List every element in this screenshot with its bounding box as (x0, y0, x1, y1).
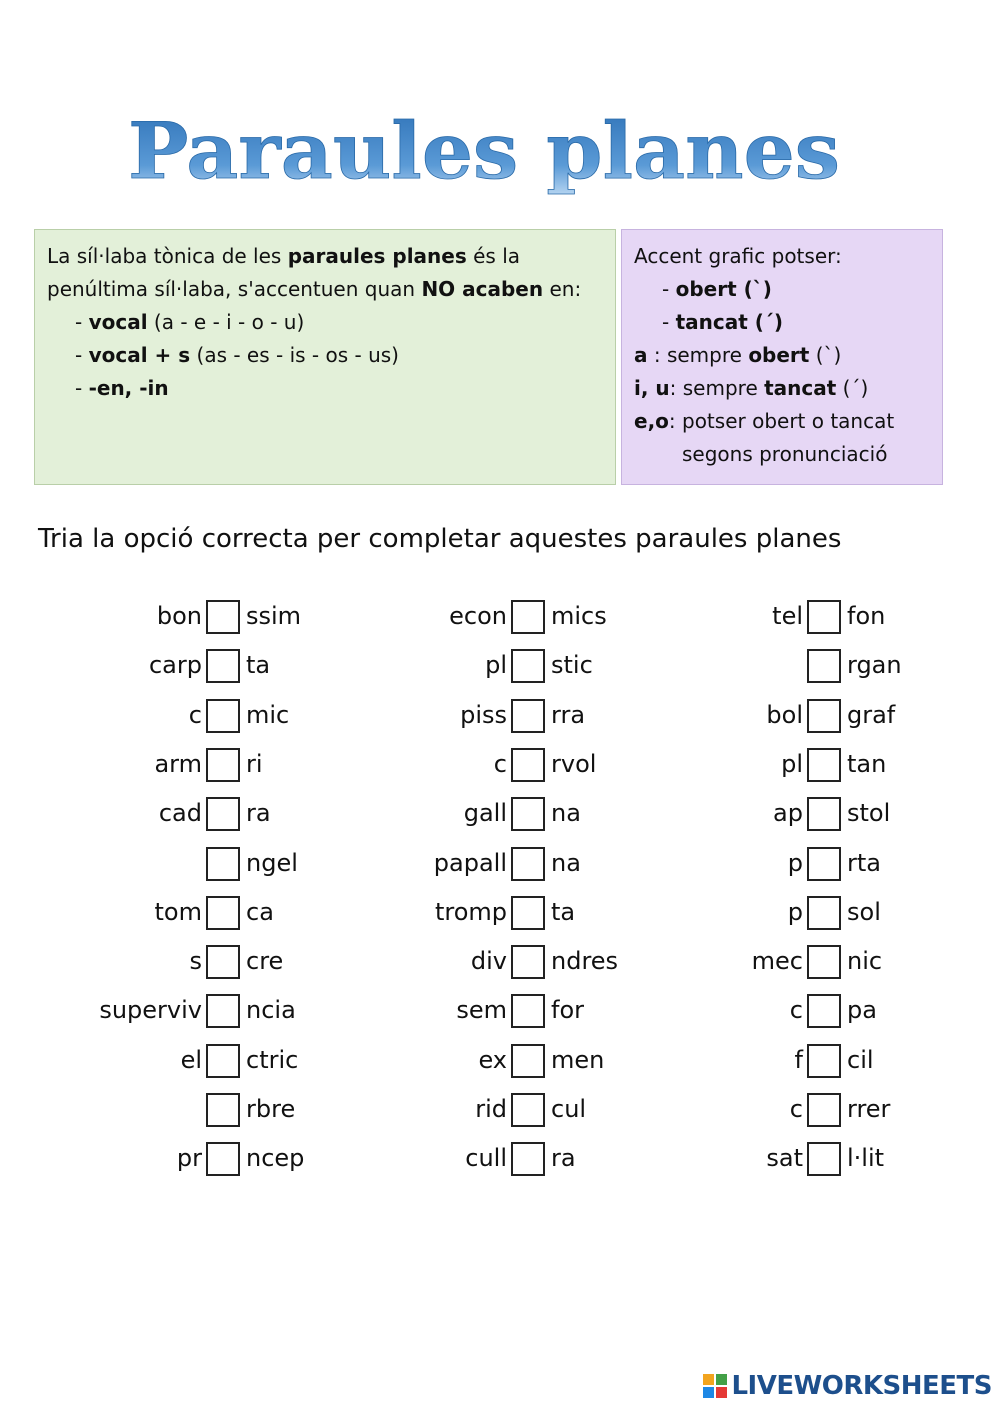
word-prefix: pl (485, 651, 507, 680)
accent-line-6: e,o: potser obert o tancat (634, 409, 895, 433)
answer-blank[interactable] (511, 945, 545, 979)
word-prefix: pl (781, 749, 803, 778)
word-suffix: ta (246, 651, 271, 680)
answer-blank[interactable] (807, 1093, 841, 1127)
answer-blank[interactable] (206, 847, 240, 881)
answer-blank[interactable] (807, 1142, 841, 1176)
word-suffix: men (551, 1045, 605, 1074)
answer-blank[interactable] (807, 600, 841, 634)
accent-line-4: a : sempre obert (`) (634, 343, 842, 367)
answer-blank[interactable] (511, 847, 545, 881)
answer-blank[interactable] (511, 994, 545, 1028)
word-prefix: c (789, 1095, 803, 1123)
word-suffix: fon (847, 602, 886, 630)
word-prefix: rid (475, 1095, 507, 1123)
word-suffix: ngel (246, 848, 298, 877)
word-suffix: rta (847, 848, 881, 877)
word-suffix: rbre (246, 1095, 296, 1123)
word-item (305, 1138, 635, 1182)
word-item (0, 1040, 330, 1084)
title-text: Paraules planes (128, 106, 840, 197)
answer-blank[interactable] (206, 1093, 240, 1127)
word-prefix: c (188, 700, 202, 729)
instruction-text: Tria la opció correcta per completar aquestes paraules planes (38, 524, 842, 554)
answer-blank[interactable] (206, 797, 240, 831)
word-suffix: ta (551, 897, 576, 926)
word-prefix: mec (751, 947, 803, 976)
word-prefix: tromp (434, 897, 507, 926)
word-prefix: cad (158, 799, 202, 828)
accent-line-3: - tancat (´) (662, 310, 784, 334)
answer-blank[interactable] (206, 994, 240, 1028)
answer-blank[interactable] (511, 1142, 545, 1176)
word-item (601, 793, 931, 837)
word-item (0, 843, 330, 887)
word-item (305, 596, 635, 640)
word-suffix: ndres (551, 947, 619, 976)
answer-blank[interactable] (807, 1044, 841, 1078)
word-item (305, 645, 635, 689)
answer-blank[interactable] (206, 600, 240, 634)
word-suffix: for (551, 996, 584, 1025)
word-item (601, 892, 931, 936)
rules-line-4: - vocal + s (as - es - is - os - us) (75, 343, 399, 367)
liveworksheets-logo (703, 1371, 992, 1401)
accent-line-1: Accent grafic potser: (634, 244, 842, 268)
word-item (0, 1138, 330, 1182)
answer-blank[interactable] (206, 1044, 240, 1078)
word-prefix: f (794, 1045, 803, 1074)
word-suffix: ra (551, 1144, 576, 1173)
answer-blank[interactable] (807, 847, 841, 881)
answer-blank[interactable] (206, 896, 240, 930)
word-prefix: el (180, 1045, 202, 1074)
word-prefix: gall (463, 799, 507, 828)
word-item (601, 941, 931, 985)
word-suffix: stic (551, 651, 593, 680)
word-suffix: ca (246, 897, 274, 926)
word-prefix: econ (449, 602, 507, 630)
word-suffix: graf (847, 700, 896, 729)
word-suffix: mics (551, 602, 607, 630)
word-suffix: ra (246, 799, 271, 828)
word-item (305, 1089, 635, 1133)
word-suffix: ssim (246, 602, 302, 630)
word-suffix: mic (246, 700, 290, 729)
word-suffix: cul (551, 1095, 587, 1123)
word-prefix: s (189, 947, 202, 976)
word-suffix: rgan (847, 651, 902, 680)
word-item (601, 1089, 931, 1133)
logo-text: LIVEWORKSHEETS (731, 1371, 992, 1401)
word-suffix: cre (246, 947, 284, 976)
answer-blank[interactable] (511, 797, 545, 831)
answer-blank[interactable] (511, 649, 545, 683)
answer-blank[interactable] (807, 797, 841, 831)
word-suffix: ri (246, 749, 263, 778)
word-item (305, 892, 635, 936)
word-prefix: ex (478, 1045, 507, 1074)
word-suffix: cil (847, 1045, 874, 1074)
word-item (601, 744, 931, 788)
word-item (0, 645, 330, 689)
answer-blank[interactable] (807, 994, 841, 1028)
word-suffix: l·lit (847, 1144, 885, 1173)
word-item (0, 793, 330, 837)
word-suffix: rrer (847, 1095, 891, 1123)
answer-blank[interactable] (206, 748, 240, 782)
answer-blank[interactable] (511, 1044, 545, 1078)
word-prefix: superviv (99, 996, 202, 1025)
rules-line-1: La síl·laba tònica de les paraules planes és la (47, 244, 521, 268)
answer-blank[interactable] (206, 649, 240, 683)
word-prefix: tel (772, 602, 803, 630)
word-suffix: stol (847, 799, 891, 828)
word-suffix: pa (847, 996, 877, 1025)
page-title (0, 100, 1000, 215)
word-prefix: p (787, 848, 803, 877)
answer-blank[interactable] (206, 699, 240, 733)
answer-blank[interactable] (807, 748, 841, 782)
word-item (305, 793, 635, 837)
word-prefix: ap (773, 799, 803, 828)
word-prefix: arm (154, 749, 202, 778)
word-suffix: na (551, 848, 581, 877)
word-item (0, 596, 330, 640)
word-prefix: papall (433, 848, 507, 877)
word-prefix: pr (176, 1144, 202, 1173)
word-prefix: bon (156, 602, 202, 630)
word-item (305, 941, 635, 985)
word-suffix: na (551, 799, 581, 828)
word-item (601, 1040, 931, 1084)
liveworksheets-logo-icon (703, 1374, 727, 1398)
word-suffix: ncep (246, 1144, 305, 1173)
word-prefix: piss (460, 700, 507, 729)
word-prefix: p (787, 897, 803, 926)
word-item (601, 1138, 931, 1182)
word-suffix: nic (847, 947, 883, 976)
rules-line-5: - -en, -in (75, 376, 169, 400)
accent-box (621, 229, 943, 485)
word-suffix: ncia (246, 996, 296, 1025)
word-prefix: sat (766, 1144, 803, 1173)
answer-blank[interactable] (511, 1093, 545, 1127)
word-item (305, 843, 635, 887)
answer-blank[interactable] (511, 896, 545, 930)
answer-blank[interactable] (511, 600, 545, 634)
word-item (305, 695, 635, 739)
word-prefix: c (493, 749, 507, 778)
answer-blank[interactable] (807, 649, 841, 683)
word-suffix: ctric (246, 1045, 299, 1074)
rules-line-2: penúltima síl·laba, s'accentuen quan NO acaben en: (47, 277, 582, 301)
word-item (601, 596, 931, 640)
answer-blank[interactable] (206, 1142, 240, 1176)
word-prefix: cull (465, 1144, 507, 1173)
word-item (0, 892, 330, 936)
word-item (0, 695, 330, 739)
answer-blank[interactable] (511, 699, 545, 733)
word-suffix: rvol (551, 749, 597, 778)
answer-blank[interactable] (807, 896, 841, 930)
word-item (305, 990, 635, 1034)
word-item (0, 744, 330, 788)
rules-line-3: - vocal (a - e - i - o - u) (75, 310, 305, 334)
word-item (305, 744, 635, 788)
answer-blank[interactable] (807, 699, 841, 733)
answer-blank[interactable] (206, 945, 240, 979)
answer-blank[interactable] (807, 945, 841, 979)
word-prefix: div (470, 947, 507, 976)
word-prefix: c (789, 996, 803, 1025)
accent-line-5: i, u: sempre tancat (´) (634, 376, 869, 400)
accent-line-7: segons pronunciació (682, 442, 888, 466)
word-prefix: tom (154, 897, 202, 926)
word-suffix: tan (847, 749, 887, 778)
word-suffix: rra (551, 700, 586, 729)
rules-box (34, 229, 616, 485)
word-item (601, 645, 931, 689)
word-item (601, 843, 931, 887)
word-prefix: sem (456, 996, 507, 1025)
word-item (0, 990, 330, 1034)
word-item (0, 941, 330, 985)
word-prefix: carp (148, 651, 202, 680)
word-prefix: bol (766, 700, 803, 729)
answer-blank[interactable] (511, 748, 545, 782)
word-item (0, 1089, 330, 1133)
word-suffix: sol (847, 897, 881, 926)
word-item (601, 695, 931, 739)
accent-line-2: - obert (`) (662, 277, 772, 301)
word-item (305, 1040, 635, 1084)
word-item (601, 990, 931, 1034)
